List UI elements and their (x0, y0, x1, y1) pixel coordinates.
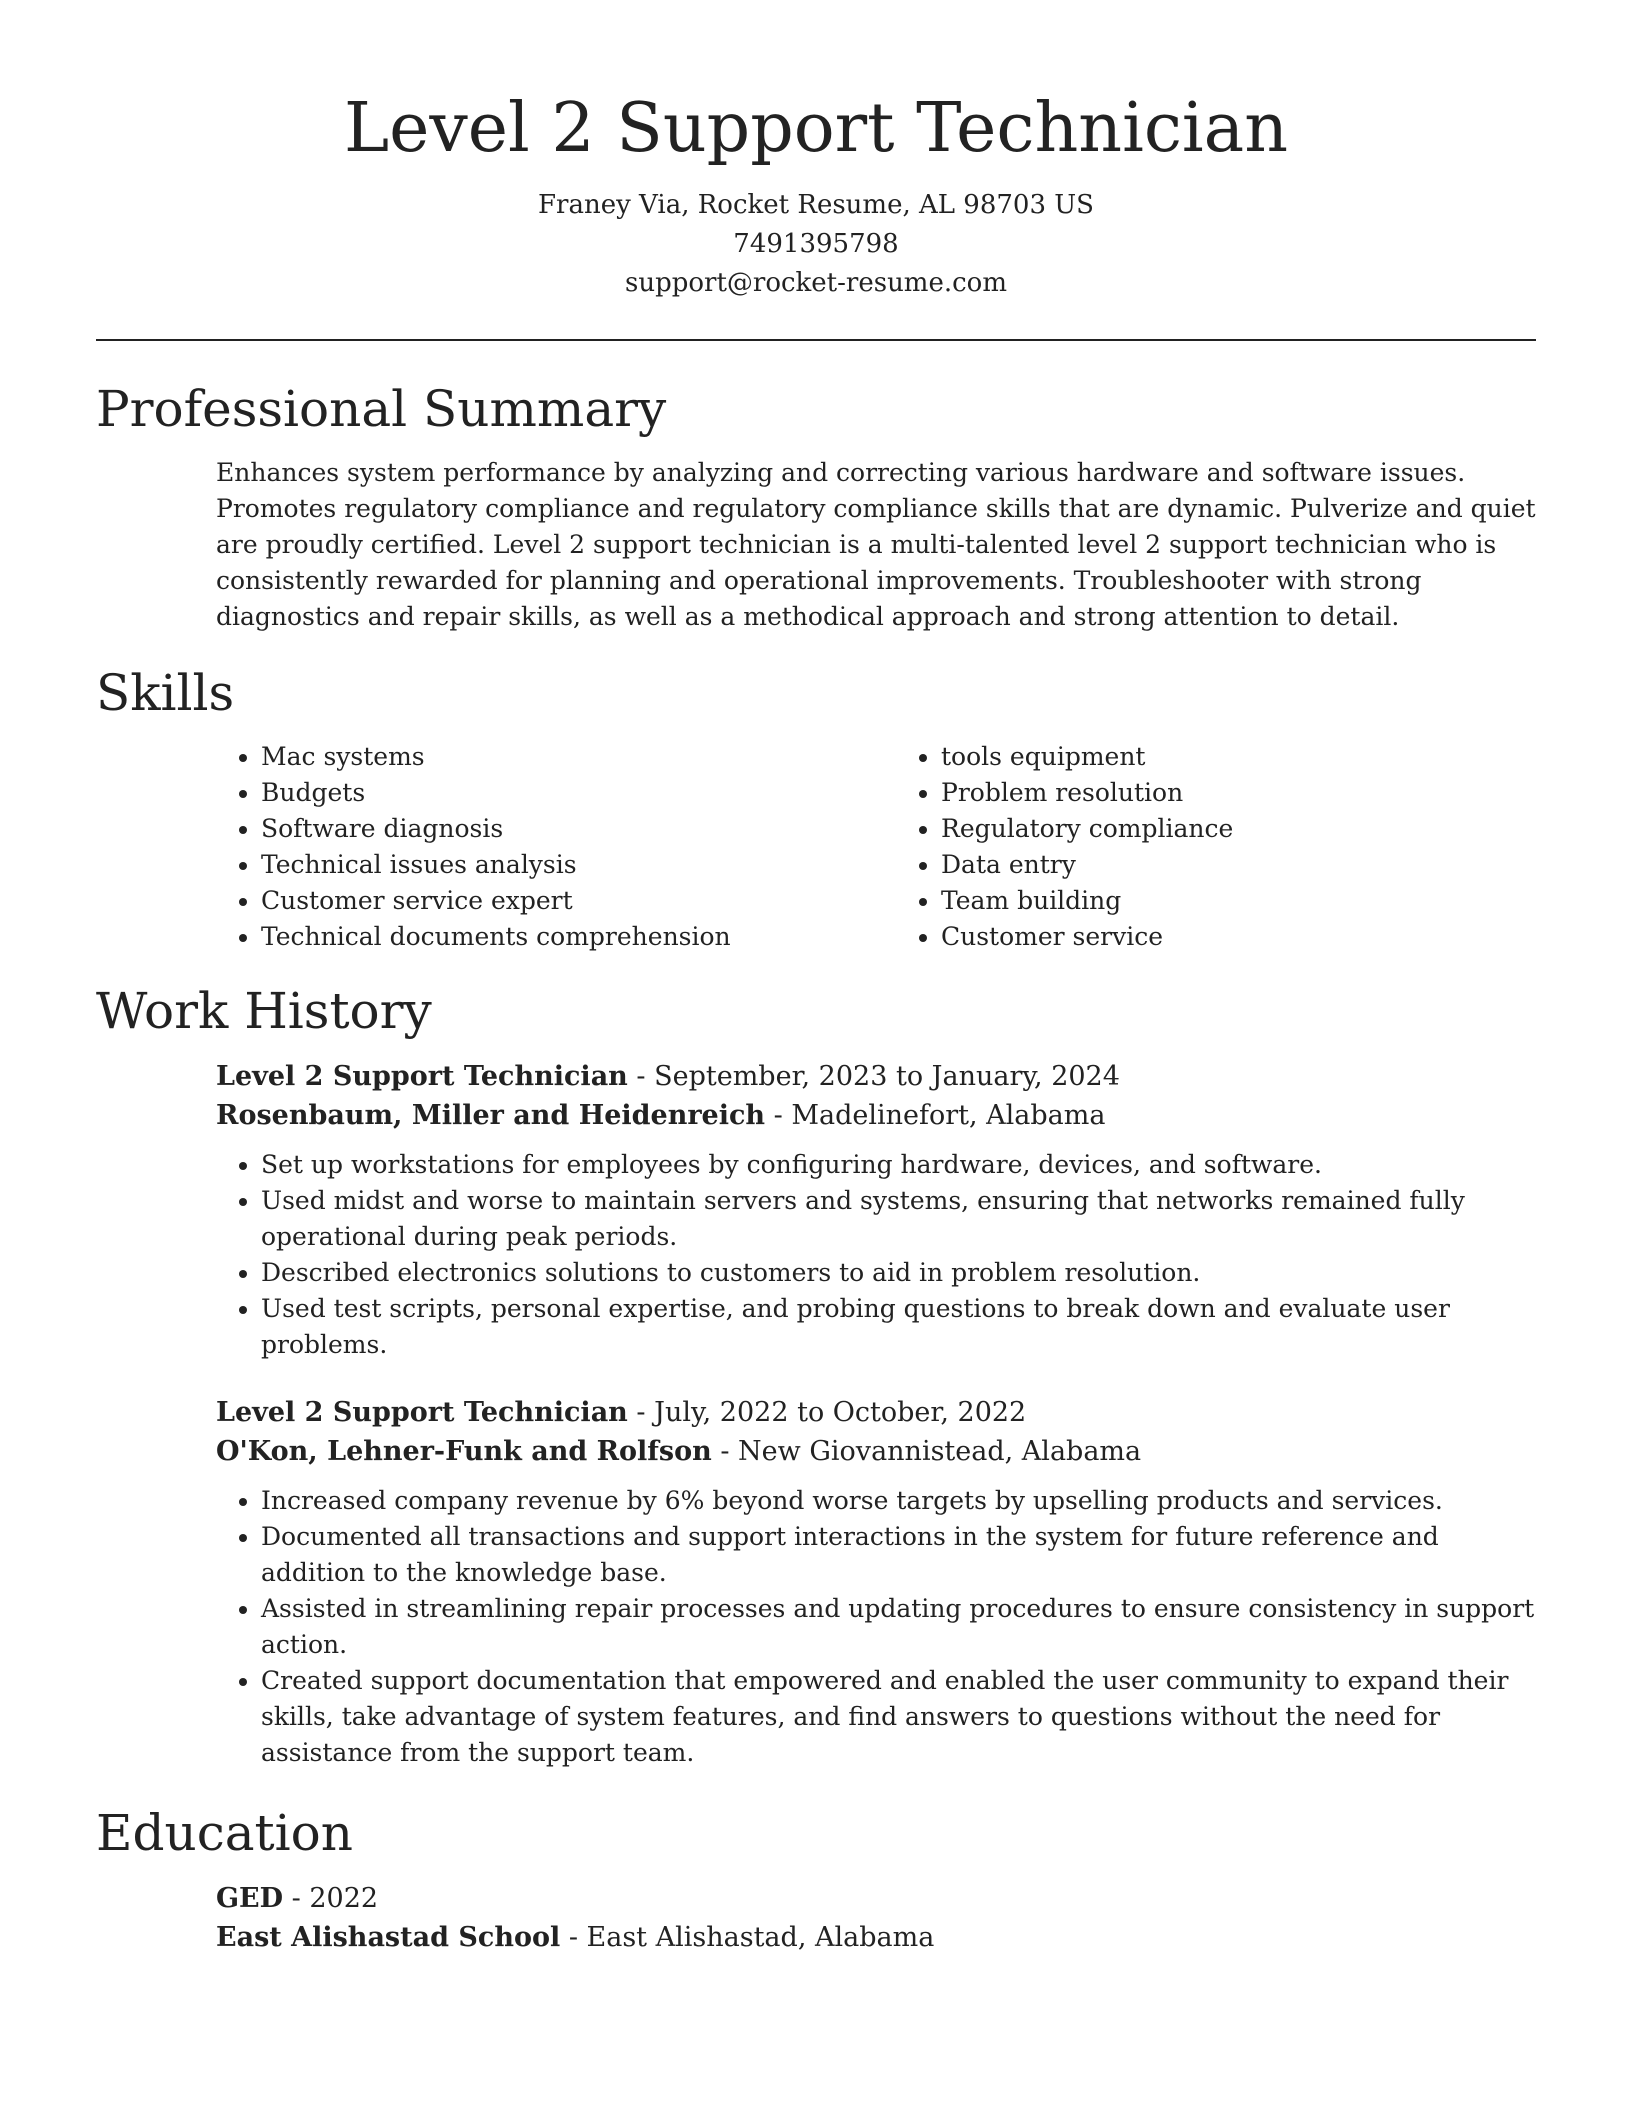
contact-address: Franey Via, Rocket Resume, AL 98703 US (538, 190, 1094, 220)
skills-list-left (216, 739, 856, 955)
education-section (96, 1801, 1536, 1957)
job-bullet: • Described electronics solutions to customers to aid in problem resolution. (261, 1255, 1536, 1291)
contact-phone: 7491395798 (733, 229, 899, 259)
education-degree-line (216, 1879, 1536, 1918)
work-history-section (96, 979, 1536, 1771)
job-bullet: • Documented all transactions and support interactions in the system for future reference and addition to the knowledge base. (261, 1519, 1536, 1591)
skills-section (96, 661, 1536, 955)
job-bullet: • Set up workstations for employees by configuring hardware, devices, and software. (261, 1147, 1536, 1183)
job-bullet: • Created support documentation that empowered and enabled the user community to expand their skills, take advantage of system features, and find answers to questions without the need for assistance from the support team. (261, 1663, 1536, 1771)
job-entry (216, 1393, 1536, 1771)
skill-item: • Mac systems (261, 739, 856, 775)
job-dates: - July, 2022 to October, 2022 (627, 1397, 1027, 1428)
education-degree: GED (216, 1883, 284, 1914)
job-bullets (216, 1147, 1536, 1363)
work-history-title: Work History (96, 982, 432, 1040)
skill-item: • Regulatory compliance (941, 811, 1536, 847)
job-company-line (216, 1432, 1536, 1471)
resume-page (96, 0, 1536, 1957)
job-title-line (216, 1057, 1536, 1096)
skill-item: • Team building (941, 883, 1536, 919)
skill-item: • Software diagnosis (261, 811, 856, 847)
job-role: Level 2 Support Technician (216, 1397, 628, 1428)
education-school: East Alishastad School (216, 1922, 561, 1953)
skill-item: • tools equipment (941, 739, 1536, 775)
education-body (216, 1879, 1536, 1957)
education-title: Education (96, 1804, 353, 1862)
job-bullet: • Used midst and worse to maintain servers and systems, ensuring that networks remained fully operational during peak periods. (261, 1183, 1536, 1255)
education-school-line (216, 1918, 1536, 1957)
job-company-line (216, 1096, 1536, 1135)
skill-item: • Customer service (941, 919, 1536, 955)
job-bullet: • Increased company revenue by 6% beyond worse targets by upselling products and services. (261, 1483, 1536, 1519)
contact-email: support@rocket-resume.com (624, 268, 1007, 298)
job-dates: - September, 2023 to January, 2024 (627, 1061, 1120, 1092)
skills-grid (216, 739, 1536, 955)
candidate-name: Level 2 Support Technician (343, 89, 1289, 168)
job-company: O'Kon, Lehner-Funk and Rolfson (216, 1436, 712, 1467)
summary-section (96, 377, 1536, 635)
skill-item: • Budgets (261, 775, 856, 811)
resume-header (96, 0, 1536, 303)
skill-item: • Technical documents comprehension (261, 919, 856, 955)
summary-text: Enhances system performance by analyzing and correcting various hardware and software issues. Promotes regulatory compliance and regulatory compliance skills that are dynamic. Pulverize and quiet are proudly certified. Level 2 support technician is a multi-talented level 2 support technician who is consistently rewarded for planning and operational improvements. Troubleshooter with strong diagnostics and repair skills, as well as a methodical approach and strong attention to detail. (216, 458, 1536, 631)
job-role: Level 2 Support Technician (216, 1061, 628, 1092)
job-company: Rosenbaum, Miller and Heidenreich (216, 1100, 766, 1131)
work-history-body (216, 1057, 1536, 1771)
skills-list-right (896, 739, 1536, 955)
summary-title: Professional Summary (96, 380, 667, 438)
skill-item: • Customer service expert (261, 883, 856, 919)
skill-item: • Data entry (941, 847, 1536, 883)
skills-title: Skills (96, 664, 235, 722)
job-bullet: • Assisted in streamlining repair processes and updating procedures to ensure consistency in support action. (261, 1591, 1536, 1663)
header-divider (96, 339, 1536, 341)
skill-item: • Technical issues analysis (261, 847, 856, 883)
job-location: - Madelinefort, Alabama (765, 1100, 1106, 1131)
job-title-line (216, 1393, 1536, 1432)
skill-item: • Problem resolution (941, 775, 1536, 811)
job-bullets (216, 1483, 1536, 1771)
education-location: - East Alishastad, Alabama (560, 1922, 935, 1953)
education-year: - 2022 (283, 1883, 379, 1914)
job-bullet: • Used test scripts, personal expertise, and probing questions to break down and evaluate user problems. (261, 1291, 1536, 1363)
summary-body (216, 455, 1536, 635)
job-location: - New Giovannistead, Alabama (711, 1436, 1142, 1467)
job-entry (216, 1057, 1536, 1363)
